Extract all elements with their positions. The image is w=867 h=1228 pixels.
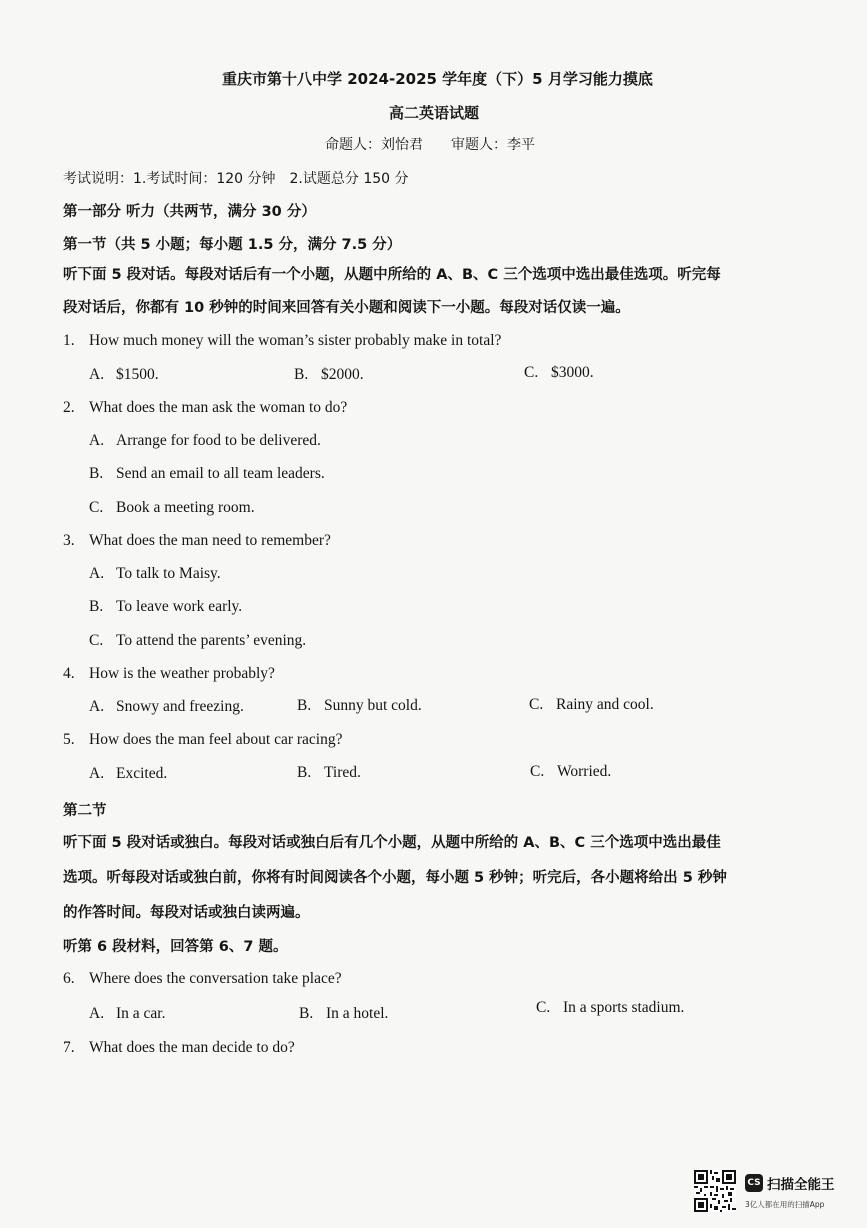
qr-code-icon [694,1170,736,1212]
section1-instruction-line1: 听下面 5 段对话。每段对话后有一个小题，从题中所给的 A、B、C 三个选项中选出最佳选项。听完每 [63,267,721,283]
question-number: 3. [63,532,75,549]
option-2a: A. Arrange for food to be delivered. [89,432,321,449]
exam-notes: 考试说明：1.考试时间：120 分钟 2.试题总分 150 分 [63,171,409,187]
option-1c: C. $3000. [524,364,594,381]
question-text: How much money will the woman’s sister probably make in total? [89,332,502,349]
question-number: 1. [63,332,75,349]
option-4a: A. Snowy and freezing. [89,698,244,715]
question-5 [63,731,343,749]
question-2 [63,399,347,417]
option-6a: A. In a car. [89,1005,166,1022]
question-number: 7. [63,1039,75,1056]
part1-heading: 第一部分 听力（共两节，满分 30 分） [63,204,316,220]
exam-authors: 命题人：刘怡君 审题人：李平 [325,137,535,153]
question-text: Where does the conversation take place? [89,970,342,987]
section1-heading: 第一节（共 5 小题；每小题 1.5 分，满分 7.5 分） [63,237,402,253]
question-text: What does the man need to remember? [89,532,331,549]
question-7 [63,1039,295,1057]
question-6 [63,970,342,988]
question-number: 6. [63,970,75,987]
question-1 [63,332,501,350]
cs-logo-icon: CS [745,1174,763,1192]
question-number: 2. [63,399,75,416]
option-3a: A. To talk to Maisy. [89,565,221,582]
option-3b: B. To leave work early. [89,598,243,615]
scanner-watermark [694,1170,854,1216]
option-4c: C. Rainy and cool. [529,696,654,713]
question-4 [63,665,275,683]
section2-instruction-line2: 选项。听每段对话或独白前，你将有时间阅读各个小题，每小题 5 秒钟；听完后，各小题将给出 5 秒钟 [63,870,727,886]
option-6b: B. In a hotel. [299,1005,389,1022]
option-5a: A. Excited. [89,765,168,782]
option-4b: B. Sunny but cold. [297,697,422,714]
question-text: How does the man feel about car racing? [89,731,343,748]
section2-heading: 第二节 [63,803,107,819]
question-text: How is the weather probably? [89,665,275,682]
section1-instruction-line2: 段对话后，你都有 10 秒钟的时间来回答有关小题和阅读下一小题。每段对话仅读一遍。 [63,300,630,316]
scanner-brand-name: 扫描全能王 [767,1177,835,1193]
question-3 [63,532,331,550]
scanner-tagline: 3亿人都在用的扫描App [745,1200,825,1209]
option-2c: C. Book a meeting room. [89,499,255,516]
exam-subtitle: 高二英语试题 [389,104,480,122]
option-2b: B. Send an email to all team leaders. [89,465,325,482]
option-1a: A. $1500. [89,366,159,383]
question-text: What does the man decide to do? [89,1039,295,1056]
section2-instruction-line1: 听下面 5 段对话或独白。每段对话或独白后有几个小题，从题中所给的 A、B、C 三个选项中选出最佳 [63,835,721,851]
exam-title: 重庆市第十八中学 2024-2025 学年度（下）5 月学习能力摸底 [222,70,653,88]
question-number: 4. [63,665,75,682]
option-6c: C. In a sports stadium. [536,999,685,1016]
question-number: 5. [63,731,75,748]
question-text: What does the man ask the woman to do? [89,399,348,416]
option-5c: C. Worried. [530,763,612,780]
material-note: 听第 6 段材料，回答第 6、7 题。 [63,939,288,955]
option-5b: B. Tired. [297,764,361,781]
option-1b: B. $2000. [294,366,364,383]
section2-instruction-line3: 的作答时间。每段对话或独白读两遍。 [63,905,310,921]
option-3c: C. To attend the parents’ evening. [89,632,307,649]
